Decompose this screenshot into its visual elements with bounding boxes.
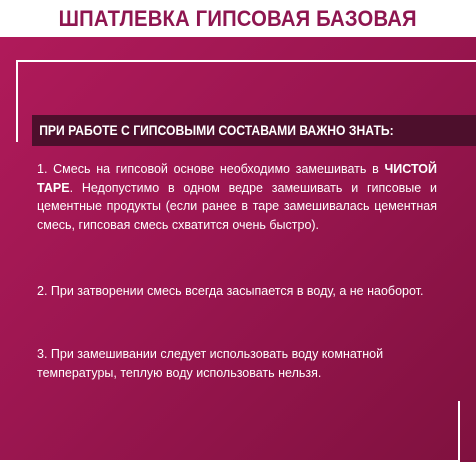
list-item-1 bbox=[37, 160, 437, 234]
header bbox=[0, 0, 476, 37]
list-item-1-rest: . Недопустимо в одном ведре замешивать и гипсовые и цементные продукты (если ранее в таре замешивалась цементная смесь, гипсовая смесь схватится очень быстро). bbox=[37, 180, 437, 232]
list-item-3: 3. При замешивании следует использовать воду комнатной температуры, теплую воду использовать нельзя. bbox=[37, 347, 384, 380]
info-panel bbox=[0, 37, 476, 462]
section-heading: ПРИ РАБОТЕ С ГИПСОВЫМИ СОСТАВАМИ ВАЖНО ЗНАТЬ: bbox=[39, 123, 394, 138]
page-title: ШПАТЛЕВКА ГИПСОВАЯ БАЗОВАЯ bbox=[58, 5, 418, 31]
list-item-2: 2. При затворении смесь всегда засыпается в воду, а не наоборот. bbox=[37, 284, 424, 298]
frame-line-left bbox=[16, 60, 18, 142]
list-item-1-lead: 1. Смесь на гипсовой основе необходимо замешивать в bbox=[37, 162, 385, 176]
frame-line-right bbox=[458, 401, 460, 462]
section-heading-bar bbox=[32, 115, 476, 146]
frame-line-top bbox=[16, 60, 476, 62]
list-item-1-emphasis: ЧИСТОЙ ТАРЕ bbox=[37, 162, 437, 195]
